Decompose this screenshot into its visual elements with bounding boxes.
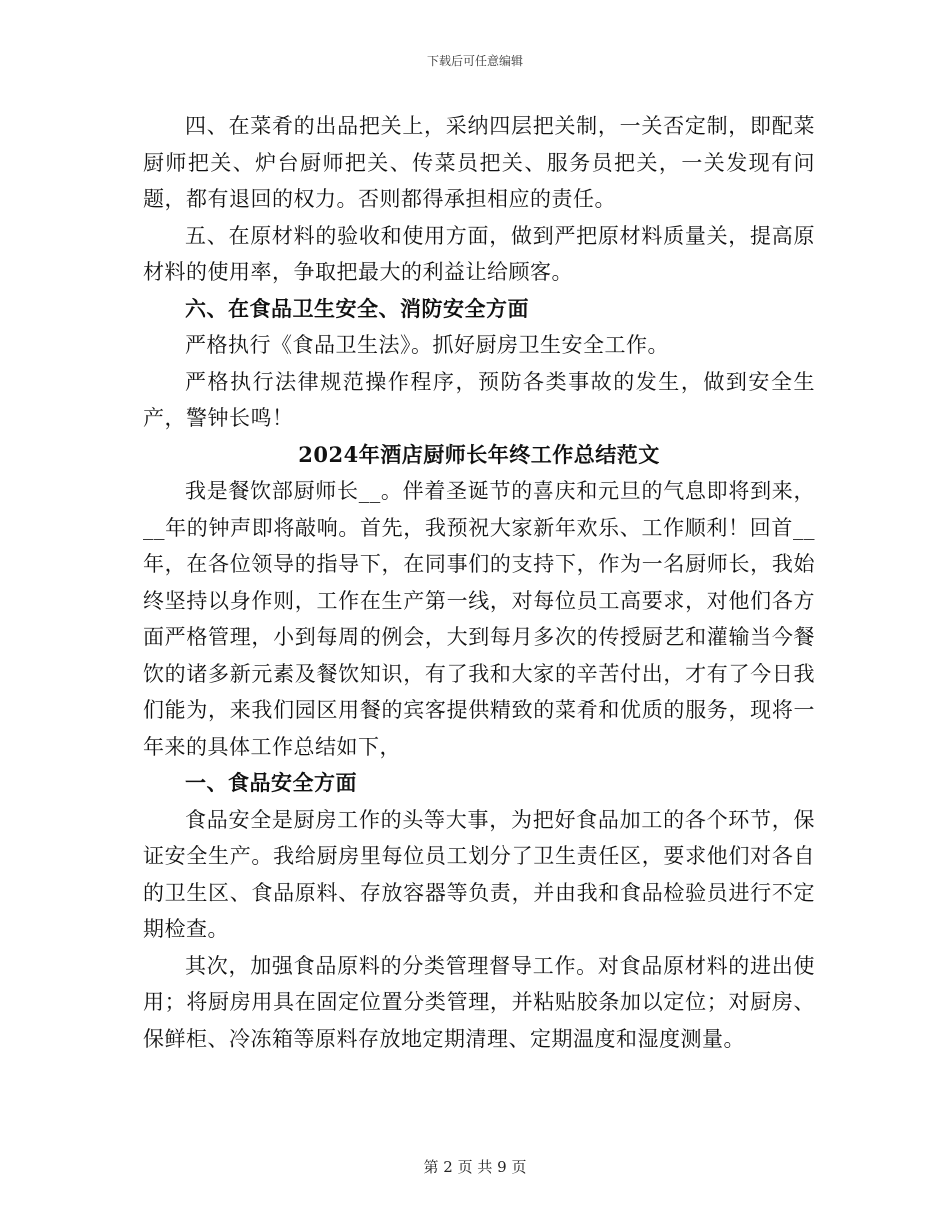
heading-food-safety: 一、食品安全方面 [185,770,357,795]
paragraph-hygiene-law: 严格执行《食品卫生法》。抓好厨房卫生安全工作。 [185,333,669,357]
page-header-note: 下载后可任意编辑 [426,54,523,68]
paragraph-food-safety: 食品安全是厨房工作的头等大事，为把好食品加工的各个环节，保证安全生产。我给厨房里每位员工划分了卫生责任区，要求他们对各自的卫生区、食品原料、存放容器等负责，并由我和食品检验员进行不定期检查。 [143,807,815,941]
paragraph-four: 四、在菜肴的出品把关上，采纳四层把关制，一关否定制，即配菜厨师把关、炉台厨师把关、传菜员把关、服务员把关，一关发现有问题，都有退回的权力。否则都得承担相应的责任。 [143,114,815,211]
paragraph-raw-material: 其次，加强食品原料的分类管理督导工作。对食品原材料的进出使用；将厨房用具在固定位置分类管理，并粘贴胶条加以定位；对厨房、保鲜柜、冷冻箱等原料存放地定期清理、定期温度和湿度测量。 [143,953,815,1051]
paragraph-intro: 我是餐饮部厨师长__。伴着圣诞节的喜庆和元旦的气息即将到来，__年的钟声即将敲响。首先，我预祝大家新年欢乐、工作顺利！回首__年，在各位领导的指导下，在同事们的支持下，作为一名厨师长，我始终坚持以身作则，工作在生产第一线，对每位员工高要求，对他们各方面严格管理，小到每周的例会，大到每月多次的传授厨艺和灌输当今餐饮的诸多新元素及餐饮知识，有了我和大家的辛苦付出，才有了今日我们能为，来我们园区用餐的宾客提供精致的菜肴和优质的服务，现将一年来的具体工作总结如下， [143,479,815,759]
document-body [143,108,815,1057]
document-title: 2024年酒店厨师长年终工作总结范文 [298,441,660,467]
page-footer-number: 第 2 页 共 9 页 [423,1158,527,1176]
paragraph-five: 五、在原材料的验收和使用方面，做到严把原材料质量关，提高原材料的使用率，争取把最大的利益让给顾客。 [143,223,815,284]
paragraph-safety-procedure: 严格执行法律规范操作程序，预防各类事故的发生，做到安全生产，警钟长鸣！ [143,369,815,430]
heading-six: 六、在食品卫生安全、消防安全方面 [185,295,529,321]
